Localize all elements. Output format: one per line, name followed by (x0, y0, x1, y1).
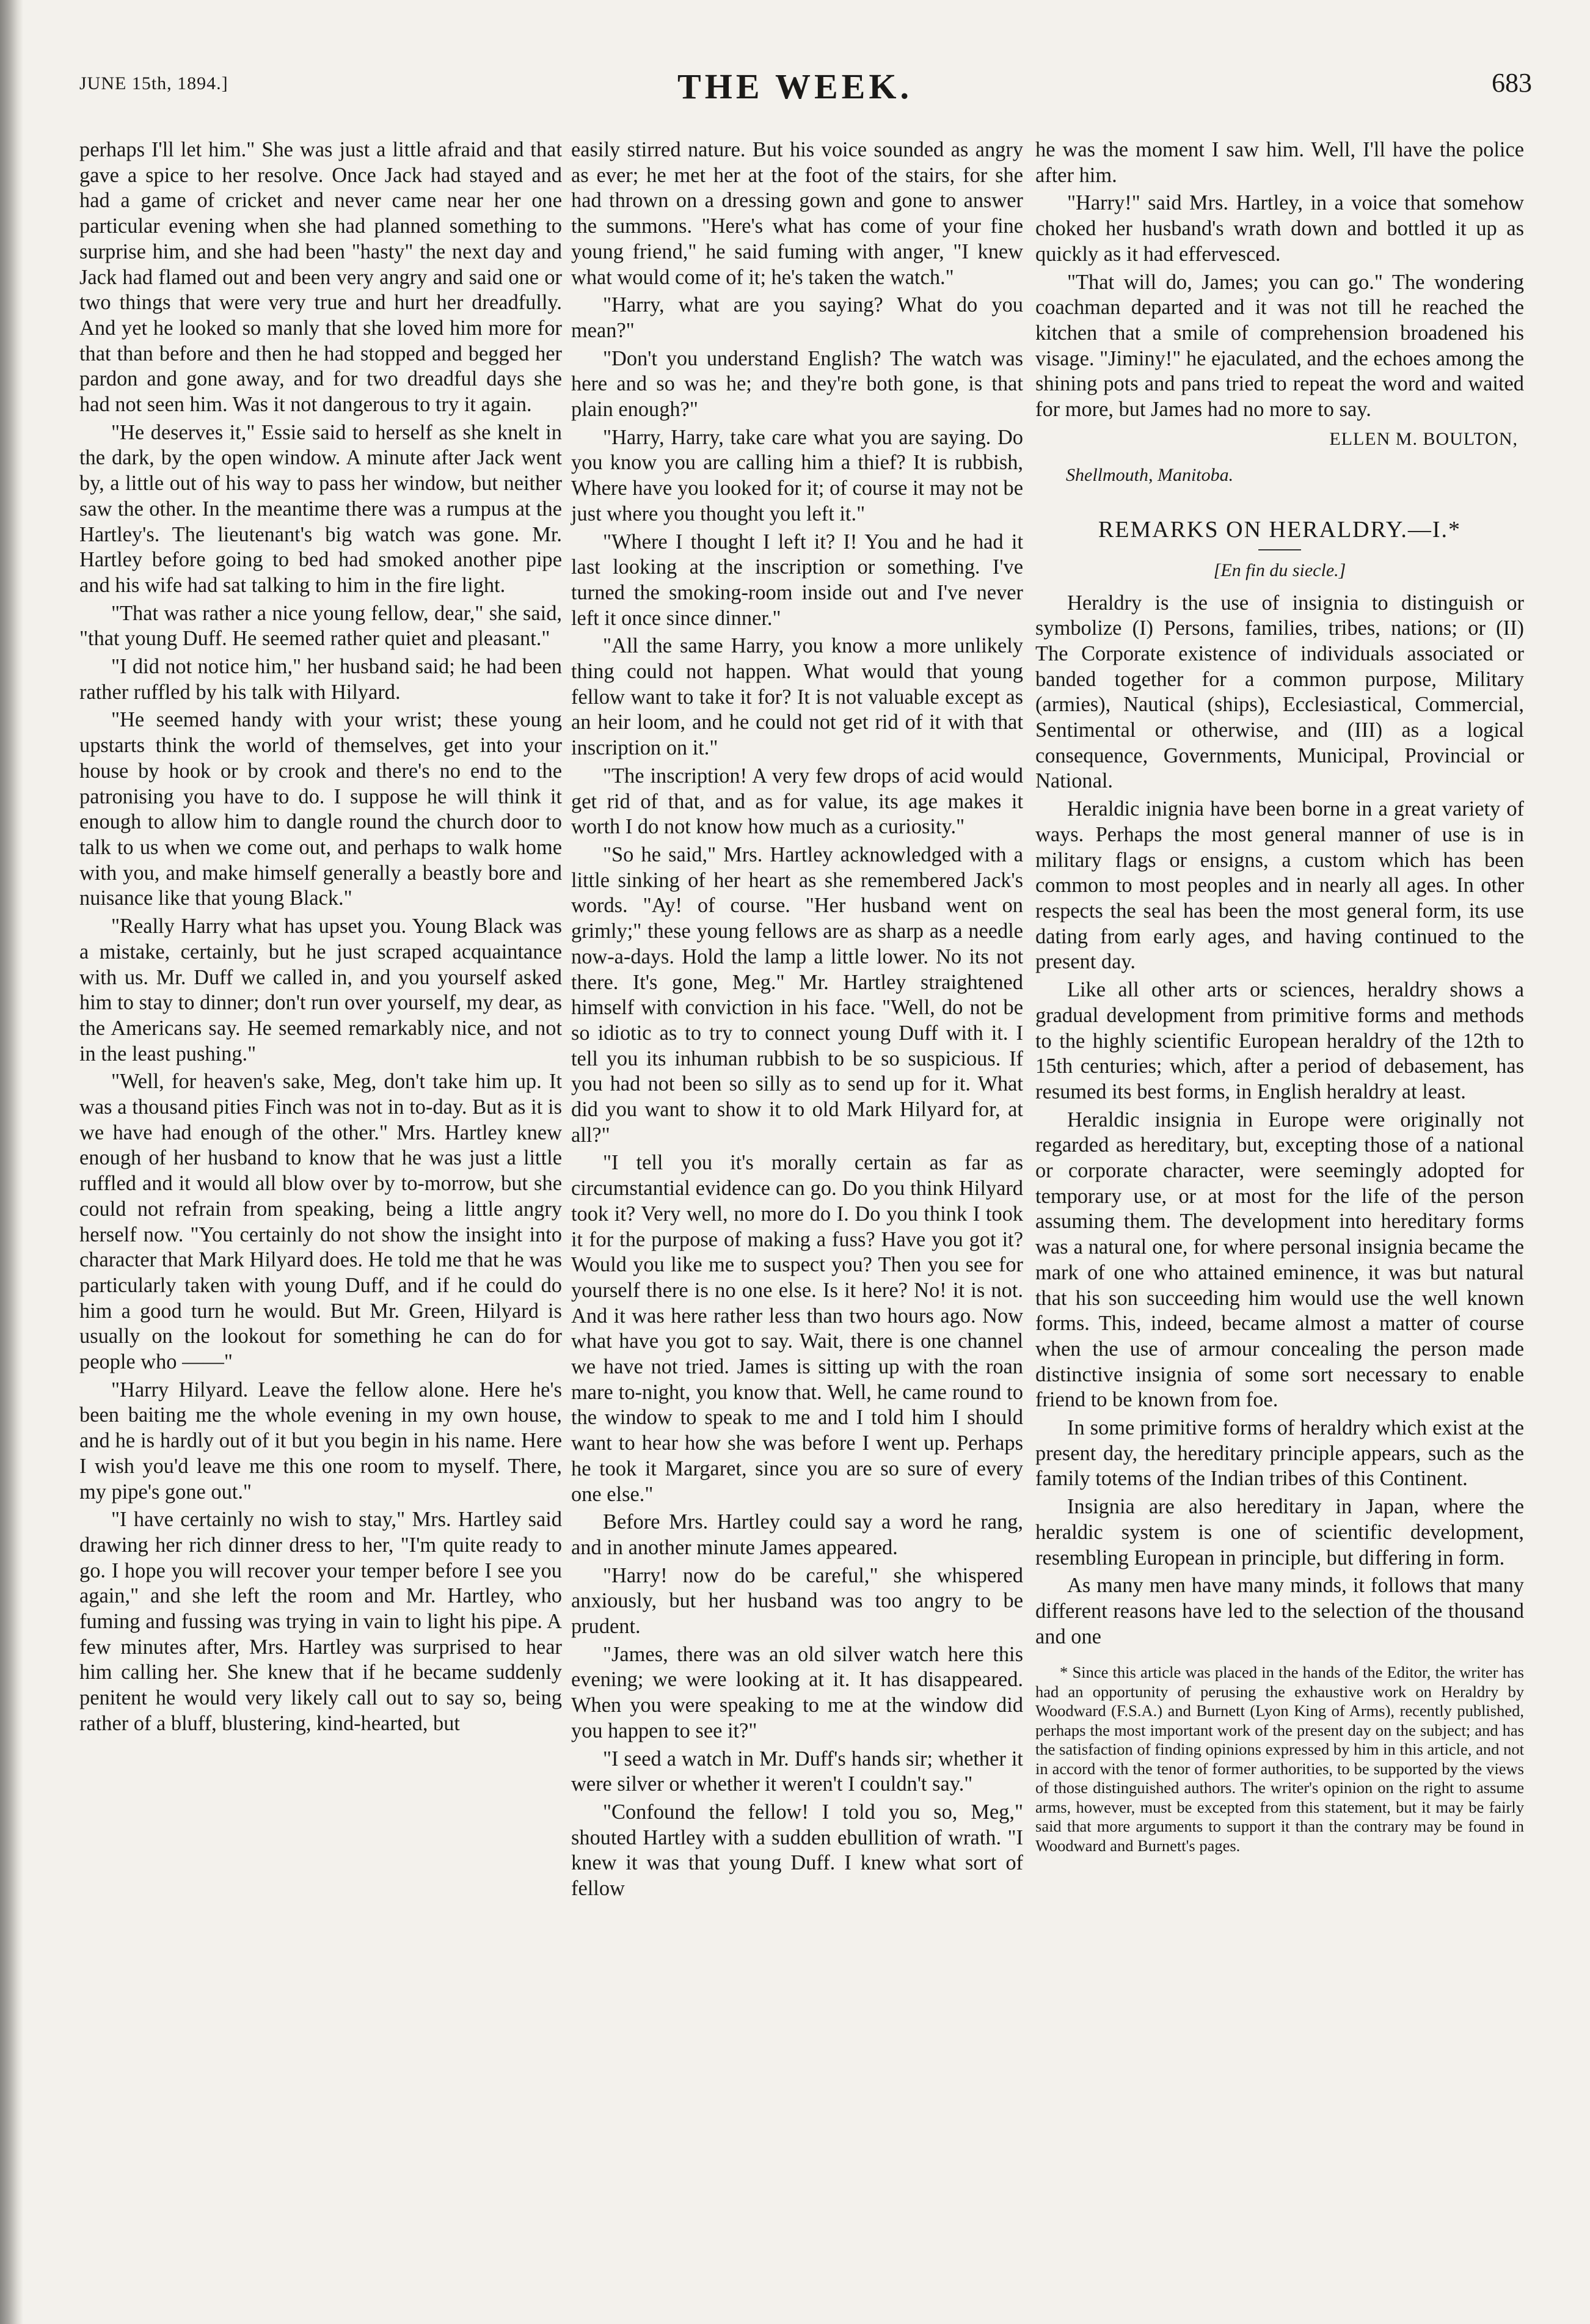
paragraph: "I did not notice him," her husband said; he had been rather ruffled by his talk with Hilyard. (79, 655, 562, 704)
paragraph: "Harry, what are you saying? What do you mean?" (571, 293, 1023, 342)
page-binding-shadow (0, 0, 23, 2324)
paragraph: "Really Harry what has upset you. Young Black was a mistake, certainly, but he just scraped acquaintance with us. Mr. Duff we called in, and you yourself asked him to stay to dinner; don't run over yourself, my dear, as the Americans say. He seemed remarkably nice, and not in the least pushing." (79, 915, 562, 1065)
paragraph: he was the moment I saw him. Well, I'll have the police after him. (1035, 138, 1524, 187)
paragraph: "That will do, James; you can go." The wondering coachman departed and it was not till he reached the kitchen that a smile of comprehension broadened his visage. "Jiminy!" he ejaculated, and the echoes among the shining pots and pans tried to repeat the word and waited for more, but James had no more to say. (1035, 270, 1524, 422)
paragraph: "I tell you it's morally certain as far as circumstantial evidence can go. Do you think Hilyard took it? Very well, no more do I. Do you think I took it for the purpose of making a fuss? Have you got it? Would you like me to suspect you? Then you see for yourself there is no one else. Is it here? No! it is not. And it was here rather less than two hours ago. Now what have you got to say. Wait, there is one channel we have not tried. James is sitting up with the roan mare to-night, you know that. Well, he came round to the window to speak to me and I told him I should want to hear how she was before I went up. Perhaps he took it Margaret, since you are so sure of every one else." (571, 1151, 1023, 1506)
paragraph: "Well, for heaven's sake, Meg, don't take him up. It was a thousand pities Finch was not in to-day. But as it is we have had enough of the other." Mrs. Hartley knew enough of her husband to know that he was just a little ruffled and it would all blow over by to-morrow, but she could not refrain from speaking, being a little angry herself now. "You certainly do not show the insight into character that Mark Hilyard does. He told me that he was particularly taken with young Duff, and if he could do him a good turn he would. But Mr. Green, Hilyard is usually on the lookout for something he can do for people who ——" (79, 1070, 562, 1374)
paragraph: "James, there was an old silver watch here this evening; we were looking at it. It has disappeared. When you were speaking to me at the window did you happen to see it?" (571, 1642, 1023, 1742)
paragraph: easily stirred nature. But his voice sounded as angry as ever; he met her at the foot of the stairs, for she had thrown on a dressing gown and gone to answer the summons. "Here's what has come of your fine young friend," he said fuming with anger, "I knew what would come of it; he's taken the watch." (571, 138, 1023, 289)
page-number: 683 (1492, 68, 1532, 98)
paragraph: Like all other arts or sciences, heraldry shows a gradual development from primitive forms and methods to the highly scientific European heraldry of the 12th to 15th centuries; which, after a period of debasement, has resumed its best forms, in English heraldry at least. (1035, 978, 1524, 1103)
paragraph: "Confound the fellow! I told you so, Meg," shouted Hartley with a sudden ebullition of wrath. "I knew it was that young Duff. I knew what sort of fellow (571, 1800, 1023, 1901)
paragraph: Before Mrs. Hartley could say a word he rang, and in another minute James appeared. (571, 1510, 1023, 1559)
paragraph: "Harry, Harry, take care what you are saying. Do you know you are calling him a thief? It is rubbish, Where have you looked for it; of course it may not be just where you thought you left it." (571, 425, 1023, 525)
masthead-title: THE WEEK. (677, 67, 913, 106)
paragraph: "Harry!" said Mrs. Hartley, in a voice that somehow choked her husband's wrath down and bottled it up as quickly as it had effervesced. (1035, 191, 1524, 266)
paragraph: "The inscription! A very few drops of acid would get rid of that, and as for value, its age makes it worth I do not know how much as a curiosity." (571, 764, 1023, 839)
paragraph: "All the same Harry, you know a more unlikely thing could not happen. What would that young fellow want to take it for? It is not valuable except as an heir loom, and he could not get rid of it with that inscription on it." (571, 634, 1023, 760)
paragraph: "Harry! now do be careful," she whispered anxiously, but her husband was too angry to be prudent. (571, 1563, 1023, 1639)
author-signature: ELLEN M. BOULTON, (1329, 428, 1518, 449)
footnote: * Since this article was placed in the hands of the Editor, the writer has had an opportunity of perusing the exhaustive work on Heraldry by Woodward (F.S.A.) and Burnett (Lyon King of Arms), recently published, perhaps the most important work of the present day on the subject; and has the satisfaction of finding opinions expressed by him in this article, and not in accord with the tenor of former authorities, to be supported by the views of those distinguished authors. The writer's opinion on the right to assume arms, however, must be excepted from this statement, but it may be fairly said that more arguments to support it than the contrary may be found in Woodward and Burnett's pages. (1035, 1663, 1524, 1855)
paragraph: "Where I thought I left it? I! You and he had it last looking at the inscription or something. I've turned the smoking-room inside out and I've never left it once since dinner." (571, 530, 1023, 630)
paragraph: In some primitive forms of heraldry which exist at the present day, the hereditary principle appears, such as the family totems of the Indian tribes of this Continent. (1035, 1416, 1524, 1491)
paragraph: "He seemed handy with your wrist; these young upstarts think the world of themselves, get into your house by hook or by crook and there's no end to the patronising you have to do. I suppose he will think it enough to allow him to dangle round the church door to talk to us when we come out, and perhaps to walk home with you, and make himself generally a beastly bore and nuisance like that young Black." (79, 708, 562, 910)
section-title: REMARKS ON HERALDRY.—I.* (1098, 517, 1462, 543)
section-subtitle: [En fin du siecle.] (1213, 560, 1346, 580)
header-date: JUNE 15th, 1894.] (79, 73, 228, 93)
paragraph: "Harry Hilyard. Leave the fellow alone. Here he's been baiting me the whole evening in my own house, and he is hardly out of it but you begin in his name. Here I wish you'd leave me this one room to myself. There, my pipe's gone out." (79, 1378, 562, 1504)
paragraph: Heraldic inignia have been borne in a great variety of ways. Perhaps the most general manner of use is in military flags or ensigns, a custom which has been common to most peoples and in nearly all ages. In other respects the seal has been the most general form, its use dating from early ages, and having continued to the present day. (1035, 797, 1524, 974)
paragraph: Heraldic insignia in Europe were originally not regarded as hereditary, but, excepting those of a national or corporate character, were seemingly adopted for temporary use, or at most for the life of the person assuming them. The development into hereditary forms was a natural one, for where personal insignia became the mark of one who attained eminence, it was but natural that his son succeeding him would use the well known forms. This, indeed, became almost a matter of course when the use of armour concealing the person made distinctive insignia of some sort necessary to enable friend to be known from foe. (1035, 1108, 1524, 1412)
paragraph: Heraldry is the use of insignia to distinguish or symbolize (I) Persons, families, tribes, nations; or (II) The Corporate existence of individuals associated or banded together for a common purpose, Military (armies), Nautical (ships), Ecclesiastical, Commercial, Sentimental or otherwise, and (III) as a logical consequence, Governments, Municipal, Provincial or National. (1035, 591, 1524, 793)
paragraph: "Don't you understand English? The watch was here and so was he; and they're both gone, is that plain enough?" (571, 346, 1023, 422)
paragraph: "That was rather a nice young fellow, dear," she said, "that young Duff. He seemed rather quiet and pleasant." (79, 601, 562, 651)
column-1 (79, 137, 562, 1739)
paragraph: "I have certainly no wish to stay," Mrs. Hartley said drawing her rich dinner dress to her, "I'm quite ready to go. I hope you will recover your temper before I see you again," and she left the room and Mr. Hartley, who fuming and fussing was trying in vain to light his pipe. A few minutes after, Mrs. Hartley was surprised to hear him calling her. She knew that if he became suddenly penitent he would very likely call out to say so, being rather of a bluff, blustering, kind-hearted, but (79, 1508, 562, 1735)
section-divider (1258, 549, 1301, 550)
paragraph: "So he said," Mrs. Hartley acknowledged with a little sinking of her heart as she remembered Jack's words. "Ay! of course. "Her husband went on grimly;" these young fellows are as sharp as a needle now-a-days. Hold the lamp a little lower. No its not there. It's gone, Meg." Mr. Hartley straightened himself with conviction in his face. "Well, do not be so idiotic as to try to connect young Duff with it. I tell you its inhuman rubbish to be so suspicious. If you had not been so silly as to send up for it. What did you want to show it to old Mark Hilyard for, at all?" (571, 842, 1023, 1147)
paragraph: Insignia are also hereditary in Japan, where the heraldic system is one of scientific development, resembling European in principle, but differing in form. (1035, 1495, 1524, 1569)
column-2 (571, 137, 1023, 1904)
column-3 (1035, 137, 1524, 1855)
paragraph: "He deserves it," Essie said to herself as she knelt in the dark, by the open window. A minute after Jack went by, a little out of his way to pass her window, but neither saw the other. In the meantime there was a rumpus at the Hartley's. The lieutenant's big watch was gone. Mr. Hartley before going to bed had smoked another pipe and his wife had sat talking to him in the fire light. (79, 420, 562, 597)
author-location: Shellmouth, Manitoba. (1066, 465, 1234, 486)
paragraph: perhaps I'll let him." She was just a little afraid and that gave a spice to her resolve. Once Jack had stayed and had a game of cricket and never came near her one particular evening when she had planned something to surprise him, and she had been "hasty" the next day and Jack had flamed out and been very angry and said one or two things that were very true and hurt her dreadfully. And yet he looked so manly that she loved him more for that than before and then he had stopped and begged her pardon and gone away, and for two dreadful days she had not seen him. Was it not dangerous to try it again. (79, 138, 562, 417)
paragraph: "I seed a watch in Mr. Duff's hands sir; whether it were silver or whether it weren't I couldn't say." (571, 1747, 1023, 1796)
paragraph: As many men have many minds, it follows that many different reasons have led to the selection of the thousand and one (1035, 1574, 1524, 1648)
